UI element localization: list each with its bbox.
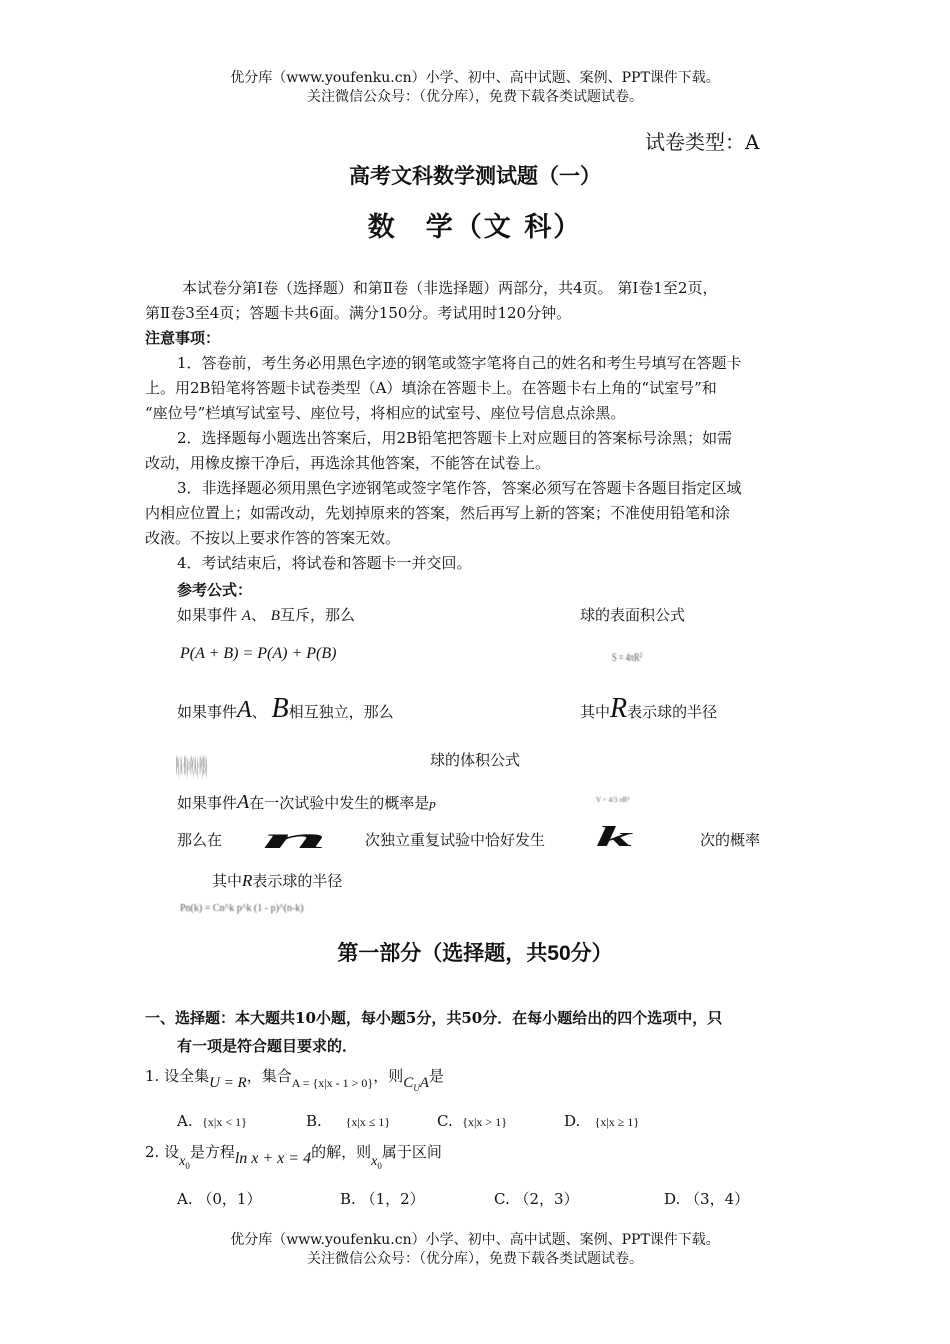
intro-line-1: 本试卷分第Ⅰ卷（选择题）和第Ⅱ卷（非选择题）两部分，共4页。 第Ⅰ卷1至2页， [182, 279, 718, 297]
option-label: D. [664, 1190, 681, 1208]
prob-p: p [429, 796, 436, 811]
q1-text-1: 1. 设全集 [145, 1067, 210, 1085]
where2-post: 表示球的半径 [252, 872, 343, 890]
q2-x0-again: x [371, 1154, 378, 1169]
q2-x0-sub-again: 0 [377, 1161, 382, 1171]
where2-pre: 其中 [212, 872, 243, 890]
option-label: C. [437, 1112, 453, 1130]
header-line-1: 优分库（www.youfenku.cn）小学、初中、高中试题、案例、PPT课件下载。 [230, 70, 720, 86]
q1-option-a[interactable] [177, 1112, 247, 1130]
option-label: A. [177, 1112, 193, 1130]
sphere-volume-label: 球的体积公式 [430, 751, 521, 769]
question-1 [145, 1064, 444, 1101]
where-pre: 其中 [580, 703, 611, 721]
option-value: {x|x < 1} [202, 1115, 247, 1129]
then-mid: 次独立重复试验中恰好发生 [365, 831, 546, 849]
q2-option-d[interactable] [664, 1188, 749, 1209]
option-value: {x|x ≥ 1} [594, 1115, 640, 1129]
then-pre: 那么在 [177, 831, 223, 849]
event-a-large: A [237, 697, 252, 723]
note-1-line-3: “座位号”栏填写试室号、座位号，将相应的试室号、座位号信息点涂黑。 [145, 404, 626, 422]
q2-option-c[interactable] [494, 1188, 579, 1209]
event-b: B [270, 608, 280, 624]
q1-universe: U = R [209, 1075, 247, 1091]
q1-complement: C [403, 1075, 414, 1091]
q1-complement-sub: U [413, 1083, 420, 1093]
q1-text-2: ，集合 [246, 1067, 292, 1085]
sphere-area-formula: S = 4πR² [612, 650, 643, 664]
option-value: （1，2） [360, 1190, 425, 1208]
event-post: 在一次试验中发生的概率是 [249, 794, 430, 812]
footer-line-1: 优分库（www.youfenku.cn）小学、初中、高中试题、案例、PPT课件下载。 [230, 1232, 720, 1248]
q2-option-b[interactable] [340, 1188, 425, 1209]
option-label: B. [340, 1190, 356, 1208]
option-value: （2，3） [514, 1190, 579, 1208]
option-label: C. [494, 1190, 510, 1208]
note-3-line-1: 3．非选择题必须用黑色字迹钢笔或签字笔作答，答案必须写在答题卡各题目指定区域 [177, 479, 742, 497]
page-subtitle: 数 学（文 科） [367, 212, 583, 243]
q2-text-2: 是方程 [189, 1143, 235, 1161]
question-2 [145, 1140, 442, 1179]
event-a-prob: A [237, 791, 250, 813]
trials-n: n [262, 821, 329, 855]
header-line-2: 关注微信公众号：（优分库），免费下载各类试题试卷。 [307, 89, 643, 105]
sep: 、 [250, 606, 266, 624]
then-post: 次的概率 [700, 831, 761, 849]
page-title: 高考文科数学测试题（一） [349, 163, 601, 188]
mutex-pre: 如果事件 [177, 606, 238, 624]
radius-note [580, 693, 718, 725]
note-4: 4．考试结束后，将试卷和答题卡一并交回。 [177, 554, 472, 572]
sphere-area-label: 球的表面积公式 [580, 606, 686, 624]
event-a: A [241, 608, 251, 624]
q1-option-c[interactable] [437, 1112, 507, 1130]
q1-option-b[interactable] [306, 1112, 390, 1130]
formulas-heading: 参考公式： [177, 581, 253, 599]
q2-x0: x [179, 1154, 186, 1169]
section1-line-2: 有一项是符合题目要求的． [177, 1037, 358, 1055]
q1-set-a: A = {x|x - 1 > 0} [291, 1076, 374, 1090]
mutex-post: 互斥，那么 [279, 606, 355, 624]
sep: 、 [251, 703, 267, 721]
option-label: A. [177, 1190, 193, 1208]
option-value: {x|x > 1} [462, 1115, 507, 1129]
option-label: B. [306, 1112, 322, 1130]
indep-post: 相互独立，那么 [288, 703, 394, 721]
option-value: （3，4） [685, 1190, 750, 1208]
section1-line-1: 一、选择题：本大题共10小题，每小题5分，共50分．在每小题给出的四个选项中，只 [145, 1009, 723, 1027]
notes-heading: 注意事项： [145, 329, 221, 347]
indep-pre: 如果事件 [177, 703, 238, 721]
binomial-formula: Pn(k) = Cn^k p^k (1 - p)^(n-k) [180, 903, 304, 914]
part1-title: 第一部分（选择题，共50分） [337, 942, 613, 965]
where-post: 表示球的半径 [627, 703, 718, 721]
q2-option-a[interactable] [177, 1188, 261, 1209]
note-1-line-1: 1．答卷前，考生务必用黑色字迹的钢笔或签字笔将自己的姓名和考生号填写在答题卡 [177, 354, 742, 372]
option-value: {x|x ≤ 1} [345, 1115, 391, 1129]
note-1-line-2: 上。用2B铅笔将答题卡试卷类型（A）填涂在答题卡上。在答题卡右上角的“试室号”和 [145, 379, 717, 397]
q2-x0-sub: 0 [185, 1161, 190, 1171]
radius-r: R [242, 871, 253, 890]
note-3-line-2: 内相应位置上；如需改动，先划掉原来的答案，然后再写上新的答案；不准使用铅笔和涂 [145, 504, 731, 522]
radius-note-2 [212, 868, 342, 894]
q1-complement-a: A [419, 1075, 429, 1091]
q1-text-3: ，则 [373, 1067, 404, 1085]
note-2-line-1: 2．选择题每小题选出答案后，用2B铅笔把答题卡上对应题目的答案标号涂黑；如需 [177, 429, 733, 447]
formula-indep-line [177, 693, 394, 725]
sphere-volume-formula: V = 4/3 πR³ [596, 796, 630, 804]
formula-event-line [177, 790, 436, 816]
radius-r-large: R [610, 693, 628, 724]
option-value: （0，1） [197, 1190, 262, 1208]
q2-text-4: 属于区间 [381, 1143, 442, 1161]
note-3-line-3: 改液。不按以上要求作答的答案无效。 [145, 529, 401, 547]
occurrences-k: k [596, 820, 634, 853]
footer-line-2: 关注微信公众号：（优分库），免费下载各类试题试卷。 [307, 1251, 643, 1267]
q2-text-1: 2. 设 [145, 1143, 180, 1161]
q1-option-d[interactable] [564, 1112, 639, 1130]
intro-line-2: 第Ⅱ卷3至4页；答题卡共6面。满分150分。考试用时120分钟。 [145, 304, 572, 322]
q2-text-3: 的解，则 [311, 1143, 372, 1161]
q1-text-4: 是 [428, 1067, 444, 1085]
multiplication-rule: P(A·B)=P(A)·P(B) [176, 752, 208, 778]
paper-type: 试卷类型：A [645, 130, 760, 154]
formula-mutex-line [177, 603, 355, 629]
q2-equation: ln x + x = 4 [234, 1150, 312, 1167]
addition-rule: P(A + B) = P(A) + P(B) [180, 645, 337, 662]
event-b-large: B [271, 693, 289, 724]
option-label: D. [564, 1112, 581, 1130]
event-pre: 如果事件 [177, 794, 238, 812]
note-2-line-2: 改动，用橡皮擦干净后，再选涂其他答案，不能答在试卷上。 [145, 454, 551, 472]
